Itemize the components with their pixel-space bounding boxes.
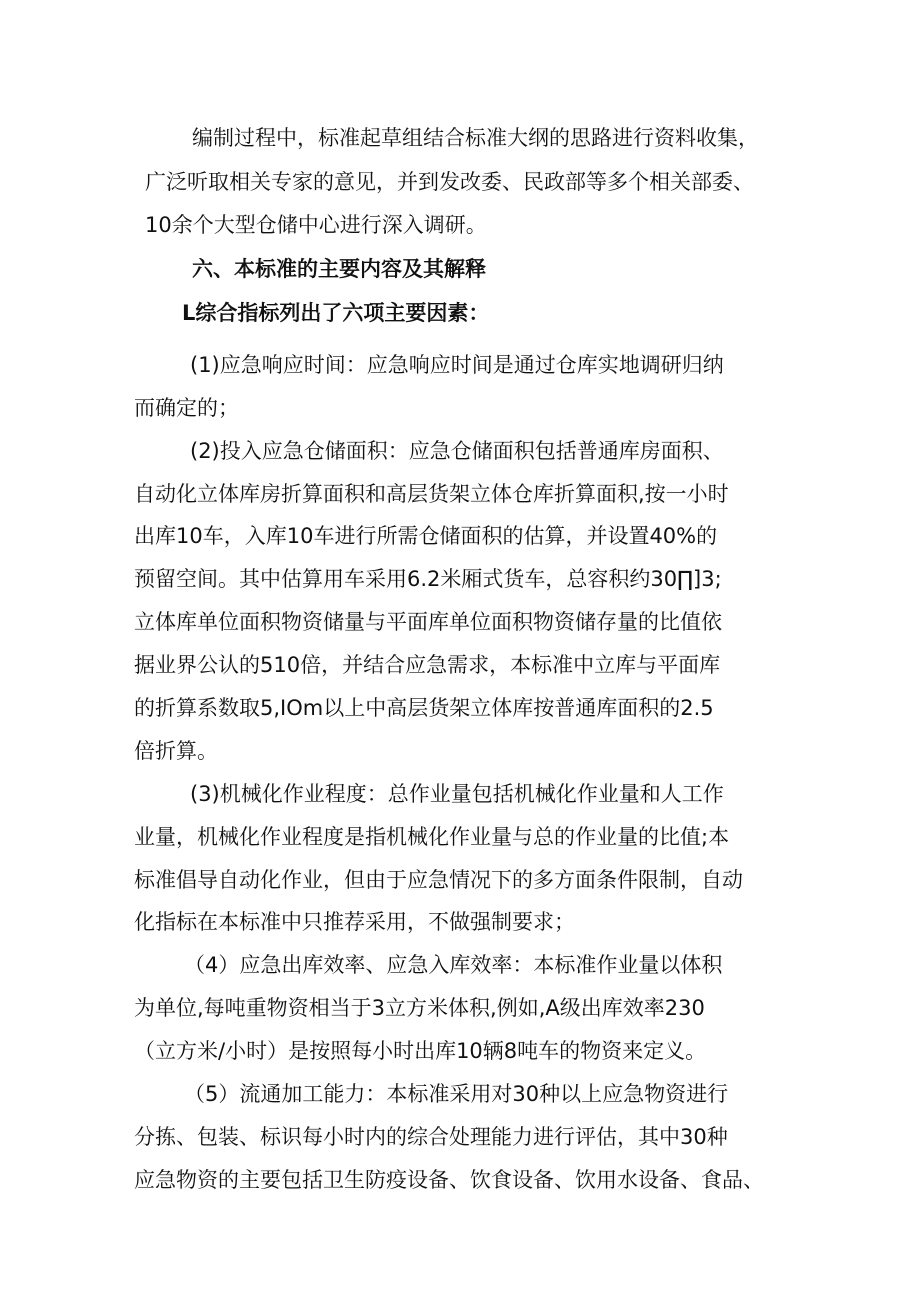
text-line: （5）流通加工能力：本标准采用对30种以上应急物资进行 <box>184 1082 729 1106</box>
text-line: 为单位,每吨重物资相当于3立方米体积,例如,A级出库效率230 <box>134 996 705 1020</box>
text-line: 广泛听取相关专家的意见，并到发改委、民政部等多个相关部委、 <box>145 170 754 194</box>
text-line: 化指标在本标准中只推荐采用，不做强制要求； <box>134 910 575 934</box>
text-line: 业量，机械化作业程度是指机械化作业量与总的作业量的比值;本 <box>134 825 730 849</box>
text-line: （立方米/小时）是按照每小时出库10辆8吨车的物资来定义。 <box>134 1039 707 1063</box>
text-line: (1)应急响应时间：应急响应时间是通过仓库实地调研归纳 <box>190 353 724 377</box>
text-line: 预留空间。其中估算用车采用6.2米厢式货车，总容积约30∏]3; <box>134 567 722 591</box>
section-heading: 六、本标准的主要内容及其解释 <box>192 257 486 281</box>
text-line: 倍折算。 <box>134 739 218 763</box>
subsection-heading: L综合指标列出了六项主要因素： <box>182 301 490 325</box>
text-line: 立体库单位面积物资储量与平面库单位面积物资储存量的比值依 <box>134 610 722 634</box>
text-line: 应急物资的主要包括卫生防疫设备、饮食设备、饮用水设备、食品、 <box>134 1168 764 1192</box>
text-line: 据业界公认的510倍，并结合应急需求，本标准中立库与平面库 <box>134 653 721 677</box>
text-line: 编制过程中，标准起草组结合标准大纲的思路进行资料收集， <box>192 126 759 150</box>
text-line: 的折算系数取5,IOm以上中高层货架立体库按普通库面积的2.5 <box>134 696 714 720</box>
text-line: （4）应急出库效率、应急入库效率：本标准作业量以体积 <box>184 953 723 977</box>
text-line: (3)机械化作业程度：总作业量包括机械化作业量和人工作 <box>190 782 724 806</box>
text-line: 标准倡导自动化作业，但由于应急情况下的多方面条件限制，自动 <box>134 868 743 892</box>
text-line: 自动化立体库房折算面积和高层货架立体仓库折算面积,按一小时 <box>134 482 729 506</box>
text-line: 出库10车，入库10车进行所需仓储面积的估算，并设置40%的 <box>134 524 718 548</box>
text-line: (2)投入应急仓储面积：应急仓储面积包括普通库房面积、 <box>190 439 724 463</box>
text-line: 而确定的； <box>134 396 239 420</box>
text-line: 分拣、包装、标识每小时内的综合处理能力进行评估，其中30种 <box>134 1125 728 1149</box>
text-line: 10余个大型仓储中心进行深入调研。 <box>145 213 487 237</box>
